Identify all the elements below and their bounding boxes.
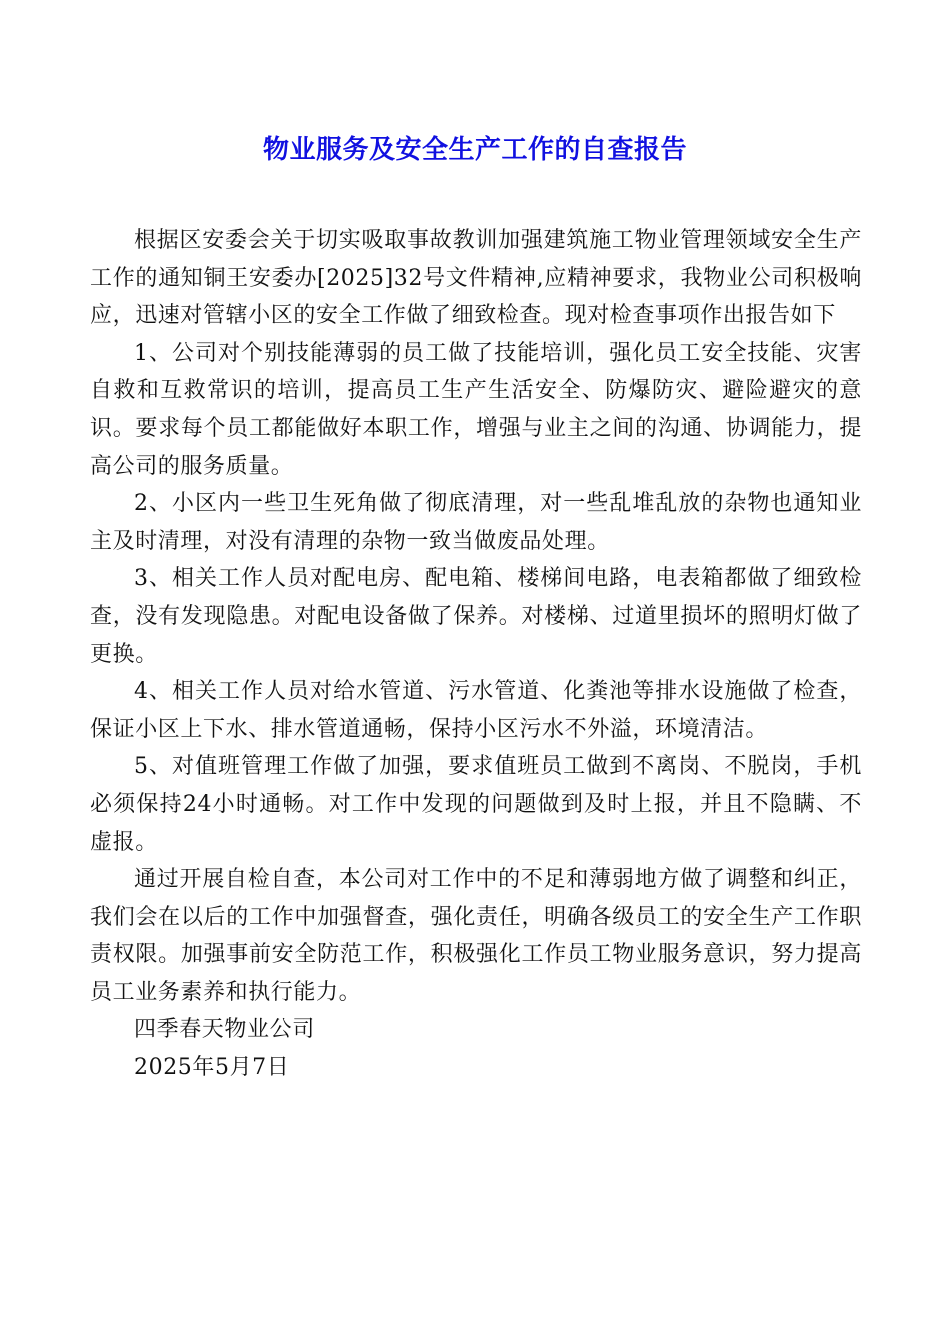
document-body (90, 222, 862, 1087)
item-5-paragraph: 5、对值班管理工作做了加强，要求值班员工做到不离岗、不脱岗，手机必须保持24小时通畅。对工作中发现的问题做到及时上报，并且不隐瞒、不虚报。 (90, 754, 862, 855)
item-4-paragraph: 4、相关工作人员对给水管道、污水管道、化粪池等排水设施做了检查，保证小区上下水、排水管道通畅，保持小区污水不外溢，环境清洁。 (90, 679, 862, 742)
item-1-paragraph: 1、公司对个别技能薄弱的员工做了技能培训，强化员工安全技能、灾害自救和互救常识的培训，提高员工生产生活安全、防爆防灾、避险避灾的意识。要求每个员工都能做好本职工作，增强与业主之间的沟通、协调能力，提高公司的服务质量。 (90, 340, 862, 479)
intro-paragraph: 根据区安委会关于切实吸取事故教训加强建筑施工物业管理领域安全生产工作的通知铜王安委办[2025]32号文件精神,应精神要求，我物业公司积极响应，迅速对管辖小区的安全工作做了细致检查。现对检查事项作出报告如下 (90, 228, 862, 329)
item-3-paragraph: 3、相关工作人员对配电房、配电箱、楼梯间电路，电表箱都做了细致检查，没有发现隐患。对配电设备做了保养。对楼梯、过道里损坏的照明灯做了更换。 (90, 566, 862, 667)
item-2-paragraph: 2、小区内一些卫生死角做了彻底清理，对一些乱堆乱放的杂物也通知业主及时清理，对没有清理的杂物一致当做废品处理。 (90, 491, 862, 554)
conclusion-paragraph: 通过开展自检自查，本公司对工作中的不足和薄弱地方做了调整和纠正，我们会在以后的工作中加强督查，强化责任，明确各级员工的安全生产工作职责权限。加强事前安全防范工作，积极强化工作员工物业服务意识，努力提高员工业务素养和执行能力。 (90, 867, 862, 1005)
signature-date: 2025年5月7日 (134, 1055, 290, 1081)
document-title: 物业服务及安全生产工作的自查报告 (262, 135, 687, 165)
signature-company: 四季春天物业公司 (134, 1017, 315, 1043)
